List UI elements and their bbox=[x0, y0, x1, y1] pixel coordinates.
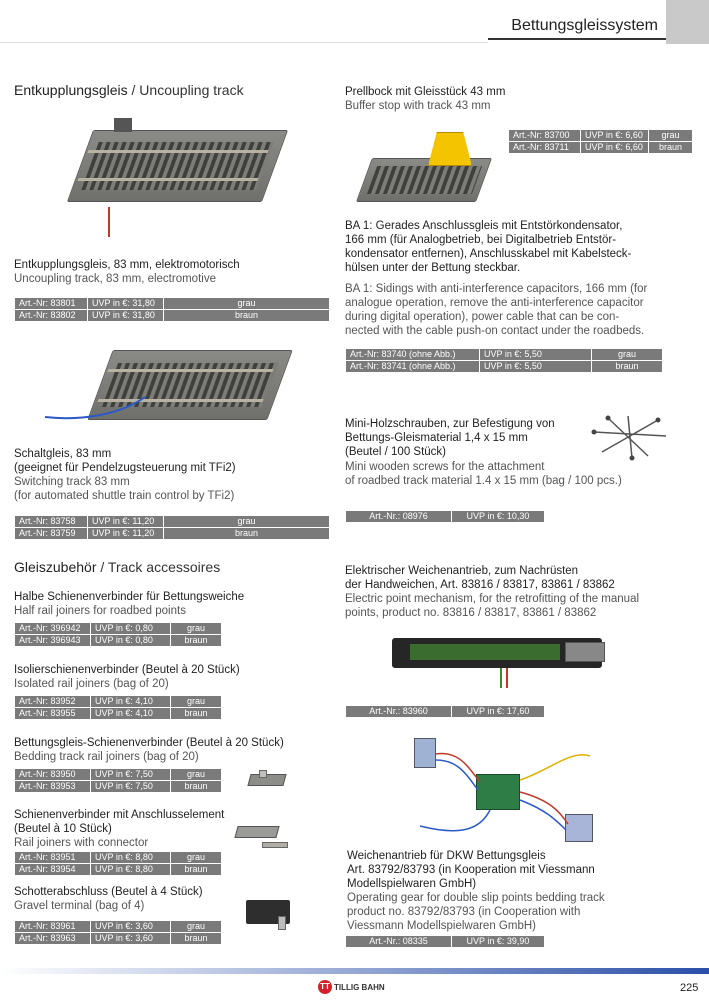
color-cell: braun bbox=[164, 528, 330, 540]
isolated-joiners-title bbox=[14, 663, 240, 691]
table-row bbox=[15, 933, 222, 945]
connector-en: Rail joiners with connector bbox=[14, 837, 149, 849]
isolated-en: Isolated rail joiners (bag of 20) bbox=[14, 678, 169, 690]
table-row bbox=[15, 528, 330, 540]
price-cell: UVP in €: 0,80 bbox=[91, 635, 171, 647]
art-nr-cell: Art.-Nr: 83953 bbox=[15, 781, 91, 793]
buffer-stop-title bbox=[345, 85, 505, 113]
art-nr-cell: Art.-Nr.: 08335 bbox=[346, 936, 452, 948]
screws-description-de bbox=[345, 417, 605, 459]
screws-de-line: (Beutel / 100 Stück) bbox=[345, 446, 446, 458]
table-row bbox=[346, 706, 545, 718]
ba1-en-line: during digital operation), power cable that can be con- bbox=[345, 311, 620, 323]
section-title-en: / Uncoupling track bbox=[131, 82, 244, 98]
dkw-description-de bbox=[347, 849, 697, 891]
switching-line1: Schaltgleis, 83 mm bbox=[14, 448, 112, 460]
ba1-en-line: nected with the cable push-on contact under the roadbeds. bbox=[345, 325, 645, 337]
gravel-terminal-image bbox=[244, 898, 294, 932]
price-cell: UVP in €: 10,30 bbox=[452, 511, 545, 523]
price-cell: UVP in €: 7,50 bbox=[91, 781, 171, 793]
art-nr-cell: Art.-Nr: 396942 bbox=[15, 623, 91, 635]
dkw-drive-image bbox=[400, 730, 600, 850]
dkw-wires-icon bbox=[400, 730, 600, 850]
switching-line3: Switching track 83 mm bbox=[14, 476, 130, 488]
ba1-description-de bbox=[345, 219, 695, 275]
connector-de2: (Beutel à 10 Stück) bbox=[14, 823, 112, 835]
price-cell: UVP in €: 11,20 bbox=[88, 516, 164, 528]
dkw-price-table bbox=[345, 935, 545, 948]
table-row bbox=[15, 635, 222, 647]
color-cell: grau bbox=[164, 516, 330, 528]
dkw-en-line: Operating gear for double slip points bedding track bbox=[347, 892, 605, 904]
color-cell: grau bbox=[592, 349, 663, 361]
switching-price-table bbox=[14, 515, 330, 540]
section-title-de: Entkupplungsgleis bbox=[14, 82, 128, 98]
price-cell: UVP in €: 31,80 bbox=[88, 298, 164, 310]
art-nr-cell: Art.-Nr: 83954 bbox=[15, 864, 91, 876]
price-cell: UVP in €: 31,80 bbox=[88, 310, 164, 322]
table-row bbox=[15, 769, 222, 781]
price-cell: UVP in €: 17,60 bbox=[452, 706, 545, 718]
ba1-description-en bbox=[345, 282, 695, 338]
table-row bbox=[346, 936, 545, 948]
price-cell: UVP in €: 11,20 bbox=[88, 528, 164, 540]
blue-cable-icon bbox=[40, 385, 150, 425]
header-rule bbox=[0, 42, 488, 43]
art-nr-cell: Art.-Nr: 83961 bbox=[15, 921, 91, 933]
price-cell: UVP in €: 3,60 bbox=[91, 921, 171, 933]
color-cell: grau bbox=[164, 298, 330, 310]
table-row bbox=[15, 310, 330, 322]
switching-line2: (geeignet für Pendelzugsteuerung mit TFi2) bbox=[14, 462, 236, 474]
art-nr-cell: Art.-Nr: 83700 bbox=[509, 130, 581, 142]
art-nr-cell: Art.-Nr: 83759 bbox=[15, 528, 88, 540]
buffer-de: Prellbock mit Gleisstück 43 mm bbox=[345, 86, 506, 98]
switching-product-title bbox=[14, 447, 236, 503]
uncoupling-title-en: Uncoupling track, 83 mm, electromotive bbox=[14, 273, 216, 285]
buffer-stop-price-table bbox=[508, 129, 693, 154]
color-cell: braun bbox=[171, 708, 222, 720]
section-title-de: Gleiszubehör bbox=[14, 559, 97, 575]
page-header bbox=[0, 0, 709, 44]
uncoupling-track-image bbox=[60, 112, 280, 242]
point-motor-image bbox=[390, 630, 620, 690]
price-cell: UVP in €: 5,50 bbox=[480, 361, 592, 373]
table-row bbox=[15, 781, 222, 793]
price-cell: UVP in €: 6,60 bbox=[581, 142, 649, 154]
color-cell: braun bbox=[171, 781, 222, 793]
uncoupling-product-title bbox=[14, 258, 240, 286]
dkw-de-line: Art. 83792/83793 (in Kooperation mit Viessmann bbox=[347, 864, 595, 876]
table-row bbox=[509, 130, 693, 142]
table-row bbox=[346, 361, 663, 373]
dkw-en-line: Viessmann Modellspielwaren GmbH) bbox=[347, 920, 536, 932]
screws-price-table bbox=[345, 510, 545, 523]
price-cell: UVP in €: 3,60 bbox=[91, 933, 171, 945]
price-cell: UVP in €: 8,80 bbox=[91, 852, 171, 864]
motor-price-table bbox=[345, 705, 545, 718]
motor-de-line: Elektrischer Weichenantrieb, zum Nachrüsten bbox=[345, 565, 579, 577]
art-nr-cell: Art.-Nr: 83952 bbox=[15, 696, 91, 708]
bedding-joiners-price-table bbox=[14, 768, 222, 793]
bedding-joiners-title bbox=[14, 736, 284, 764]
art-nr-cell: Art.-Nr: 396943 bbox=[15, 635, 91, 647]
table-row bbox=[15, 623, 222, 635]
dkw-description-en bbox=[347, 891, 697, 933]
table-row bbox=[15, 708, 222, 720]
table-row bbox=[346, 349, 663, 361]
price-cell: UVP in €: 39,90 bbox=[452, 936, 545, 948]
motor-description-de bbox=[345, 564, 695, 592]
switching-line4: (for automated shuttle train control by TFi2) bbox=[14, 490, 235, 502]
motor-description-en bbox=[345, 592, 695, 620]
screws-description-en bbox=[345, 460, 695, 488]
ba1-de-line: hülsen unter der Bettung steckbar. bbox=[345, 262, 521, 274]
connector-de1: Schienenverbinder mit Anschlusselement bbox=[14, 809, 225, 821]
art-nr-cell: Art.-Nr: 83741 (ohne Abb.) bbox=[346, 361, 480, 373]
uncoupling-title-de: Entkupplungsgleis, 83 mm, elektromotorisch bbox=[14, 259, 240, 271]
color-cell: braun bbox=[171, 635, 222, 647]
dkw-de-line: Weichenantrieb für DKW Bettungsgleis bbox=[347, 850, 546, 862]
isolated-joiners-price-table bbox=[14, 695, 222, 720]
table-row bbox=[509, 142, 693, 154]
color-cell: braun bbox=[164, 310, 330, 322]
tillig-logo bbox=[318, 980, 385, 994]
table-row bbox=[15, 852, 222, 864]
table-row bbox=[15, 298, 330, 310]
ba1-price-table bbox=[345, 348, 663, 373]
art-nr-cell: Art.-Nr.: 08976 bbox=[346, 511, 452, 523]
header-tab bbox=[666, 0, 709, 44]
buffer-stop-image bbox=[350, 128, 500, 208]
art-nr-cell: Art.-Nr: 83740 (ohne Abb.) bbox=[346, 349, 480, 361]
screws-en-line: of roadbed track material 1.4 x 15 mm (bag / 100 pcs.) bbox=[345, 475, 622, 487]
price-cell: UVP in €: 4,10 bbox=[91, 696, 171, 708]
price-cell: UVP in €: 4,10 bbox=[91, 708, 171, 720]
half-joiners-price-table bbox=[14, 622, 222, 647]
gravel-en: Gravel terminal (bag of 4) bbox=[14, 900, 145, 912]
color-cell: braun bbox=[171, 864, 222, 876]
bedding-en: Bedding track rail joiners (bag of 20) bbox=[14, 751, 199, 763]
color-cell: grau bbox=[171, 769, 222, 781]
screws-icon bbox=[588, 412, 672, 462]
art-nr-cell: Art.-Nr: 83955 bbox=[15, 708, 91, 720]
price-cell: UVP in €: 5,50 bbox=[480, 349, 592, 361]
section-title-accessories bbox=[14, 559, 220, 575]
logo-text: TILLIG BAHN bbox=[334, 982, 385, 992]
half-joiners-en: Half rail joiners for roadbed points bbox=[14, 605, 186, 617]
screws-de-line: Mini-Holzschrauben, zur Befestigung von bbox=[345, 418, 555, 430]
connector-joiners-title bbox=[14, 808, 224, 850]
page-number: 225 bbox=[680, 982, 699, 994]
table-row bbox=[15, 921, 222, 933]
art-nr-cell: Art.-Nr: 83963 bbox=[15, 933, 91, 945]
art-nr-cell: Art.-Nr: 83711 bbox=[509, 142, 581, 154]
connector-joiners-price-table bbox=[14, 851, 222, 876]
art-nr-cell: Art.-Nr: 83801 bbox=[15, 298, 88, 310]
color-cell: grau bbox=[171, 623, 222, 635]
color-cell: grau bbox=[649, 130, 693, 142]
color-cell: grau bbox=[171, 852, 222, 864]
uncoupling-price-table bbox=[14, 297, 330, 322]
page-title: Bettungsgleissystem bbox=[511, 17, 658, 34]
ba1-de-line: kondensator entfernen), Anschlusskabel mit Kabelsteck- bbox=[345, 248, 632, 260]
art-nr-cell: Art.-Nr.: 83960 bbox=[346, 706, 452, 718]
screws-de-line: Bettungs-Gleismaterial 1,4 x 15 mm bbox=[345, 432, 528, 444]
bedding-de: Bettungsgleis-Schienenverbinder (Beutel à 20 Stück) bbox=[14, 737, 284, 749]
table-row bbox=[346, 511, 545, 523]
bedding-joiner-image bbox=[245, 770, 291, 792]
screws-en-line: Mini wooden screws for the attachment bbox=[345, 461, 545, 473]
isolated-de: Isolierschienenverbinder (Beutel à 20 Stück) bbox=[14, 664, 240, 676]
price-cell: UVP in €: 8,80 bbox=[91, 864, 171, 876]
color-cell: grau bbox=[171, 921, 222, 933]
color-cell: braun bbox=[171, 933, 222, 945]
color-cell: braun bbox=[649, 142, 693, 154]
table-row bbox=[15, 696, 222, 708]
color-cell: grau bbox=[171, 696, 222, 708]
motor-de-line: der Handweichen, Art. 83816 / 83817, 83861 / 83862 bbox=[345, 579, 615, 591]
gravel-de: Schotterabschluss (Beutel à 4 Stück) bbox=[14, 886, 203, 898]
logo-emblem-icon: TT bbox=[318, 980, 332, 994]
gravel-terminal-price-table bbox=[14, 920, 222, 945]
art-nr-cell: Art.-Nr: 83950 bbox=[15, 769, 91, 781]
color-cell: braun bbox=[592, 361, 663, 373]
header-title-box bbox=[488, 14, 666, 40]
ba1-en-line: analogue operation, remove the anti-interference capacitor bbox=[345, 297, 644, 309]
ba1-de-line: BA 1: Gerades Anschlussgleis mit Entstörkondensator, bbox=[345, 220, 623, 232]
ba1-en-line: BA 1: Sidings with anti-interference capacitors, 166 mm (for bbox=[345, 283, 648, 295]
art-nr-cell: Art.-Nr: 83758 bbox=[15, 516, 88, 528]
art-nr-cell: Art.-Nr: 83802 bbox=[15, 310, 88, 322]
motor-en-line: Electric point mechanism, for the retrofitting of the manual bbox=[345, 593, 640, 605]
dkw-de-line: Modellspielwaren GmbH) bbox=[347, 878, 477, 890]
section-title-uncoupling bbox=[14, 82, 244, 98]
switching-track-image bbox=[40, 345, 300, 435]
dkw-en-line: product no. 83792/83793 (in Cooperation with bbox=[347, 906, 581, 918]
half-joiners-title bbox=[14, 590, 244, 618]
table-row bbox=[15, 516, 330, 528]
section-title-en: / Track accessoires bbox=[100, 559, 221, 575]
ba1-de-line: 166 mm (für Analogbetrieb, bei Digitalbetrieb Entstör- bbox=[345, 234, 617, 246]
buffer-en: Buffer stop with track 43 mm bbox=[345, 100, 491, 112]
table-row bbox=[15, 864, 222, 876]
price-cell: UVP in €: 6,60 bbox=[581, 130, 649, 142]
art-nr-cell: Art.-Nr: 83951 bbox=[15, 852, 91, 864]
connector-joiner-image bbox=[232, 822, 296, 858]
half-joiners-de: Halbe Schienenverbinder für Bettungsweiche bbox=[14, 591, 245, 603]
motor-en-line: points, product no. 83816 / 83817, 83861 / 83862 bbox=[345, 607, 597, 619]
price-cell: UVP in €: 0,80 bbox=[91, 623, 171, 635]
gravel-terminal-title bbox=[14, 885, 203, 913]
price-cell: UVP in €: 7,50 bbox=[91, 769, 171, 781]
